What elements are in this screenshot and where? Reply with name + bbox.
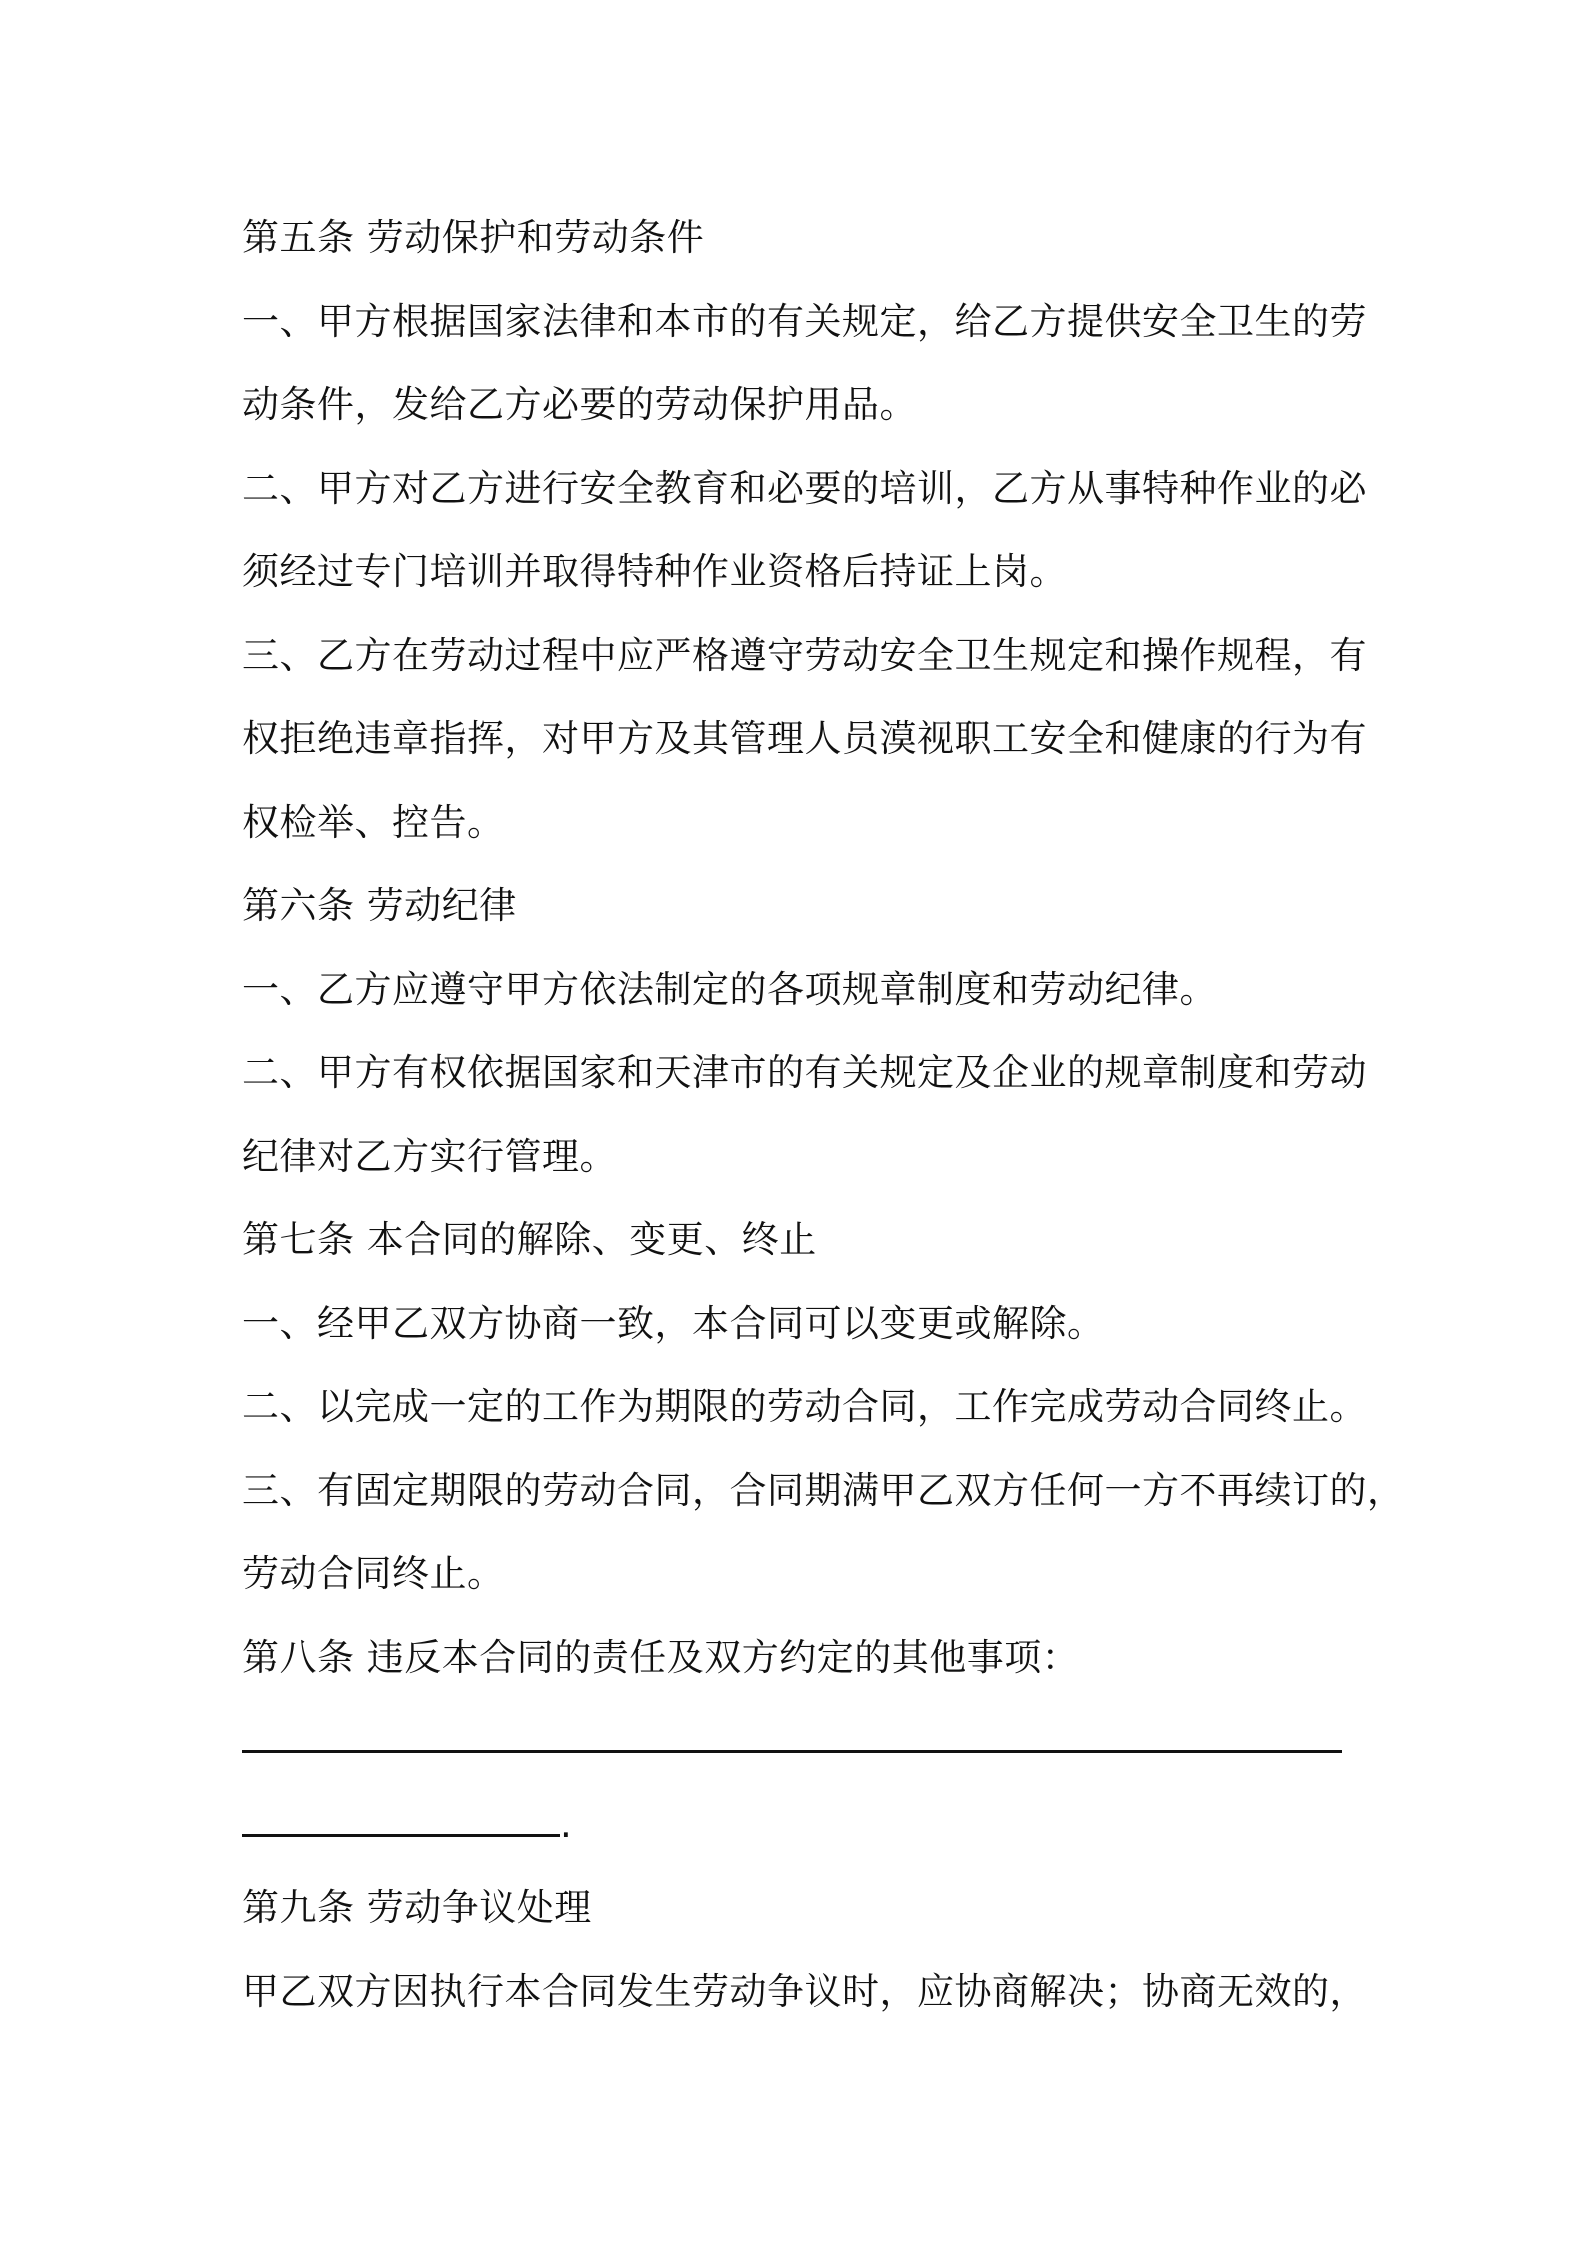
paragraph-line: 劳动合同终止。 xyxy=(242,1552,505,1595)
article-6-heading: 第六条 劳动纪律 xyxy=(242,884,517,927)
article-9-heading: 第九条 劳动争议处理 xyxy=(242,1886,592,1929)
paragraph-line: 三、有固定期限的劳动合同，合同期满甲乙双方任何一方不再续订的， xyxy=(242,1468,1405,1512)
paragraph-line: 三、乙方在劳动过程中应严格遵守劳动安全卫生规定和操作规程，有 xyxy=(242,633,1367,677)
fill-in-blank-line xyxy=(242,1699,1372,1783)
paragraph-line: 二、甲方有权依据国家和天津市的有关规定及企业的规章制度和劳动 xyxy=(242,1051,1367,1094)
blank-end-mark: . xyxy=(560,1802,572,1846)
article-5-heading: 第五条 劳动保护和劳动条件 xyxy=(242,216,705,259)
paragraph-line: 纪律对乙方实行管理。 xyxy=(242,1134,617,1178)
paragraph-line: 二、甲方对乙方进行安全教育和必要的培训，乙方从事特种作业的必 xyxy=(242,466,1367,510)
paragraph-line: 一、乙方应遵守甲方依法制定的各项规章制度和劳动纪律。 xyxy=(242,967,1217,1011)
blank-underline xyxy=(242,1706,1342,1753)
article-7-heading: 第七条 本合同的解除、变更、终止 xyxy=(242,1218,817,1261)
paragraph-line: 须经过专门培训并取得特种作业资格后持证上岗。 xyxy=(242,550,1067,593)
fill-in-blank-line xyxy=(242,1783,1372,1867)
paragraph-line: 一、甲方根据国家法律和本市的有关规定，给乙方提供安全卫生的劳 xyxy=(242,299,1367,343)
document-body xyxy=(242,196,1405,2033)
blank-underline xyxy=(242,1790,560,1837)
paragraph-line: 一、经甲乙双方协商一致，本合同可以变更或解除。 xyxy=(242,1301,1105,1345)
paragraph-line: 动条件，发给乙方必要的劳动保护用品。 xyxy=(242,383,917,426)
paragraph-line: 二、以完成一定的工作为期限的劳动合同，工作完成劳动合同终止。 xyxy=(242,1385,1367,1428)
paragraph-line: 权拒绝违章指挥，对甲方及其管理人员漠视职工安全和健康的行为有 xyxy=(242,717,1367,760)
paragraph-line: 甲乙双方因执行本合同发生劳动争议时，应协商解决；协商无效的， xyxy=(242,1969,1367,2013)
paragraph-line: 权检举、控告。 xyxy=(242,800,505,844)
article-8-heading: 第八条 违反本合同的责任及双方约定的其他事项： xyxy=(242,1635,1080,1679)
